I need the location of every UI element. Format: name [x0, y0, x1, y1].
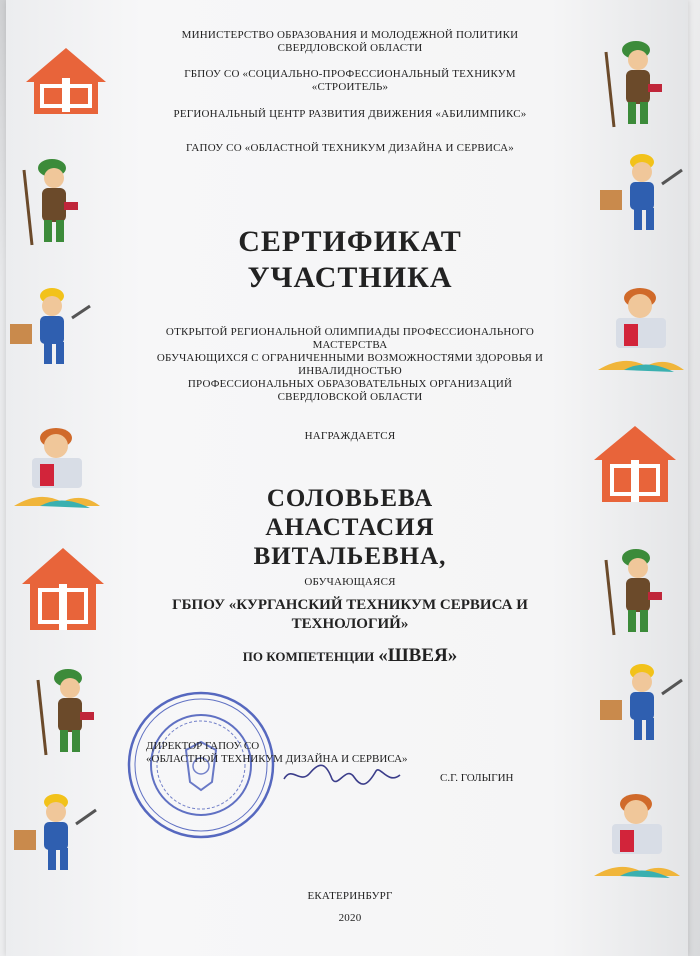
name-line: СОЛОВЬЕВА: [266, 485, 434, 512]
header-line: МИНИСТЕРСТВО ОБРАЗОВАНИЯ И МОЛОДЕЖНОЙ ПОЛИТИКИ: [181, 29, 519, 41]
footer-year: 2020: [338, 912, 362, 924]
event-line: ОТКРЫТОЙ РЕГИОНАЛЬНОЙ ОЛИМПИАДЫ ПРОФЕССИОНАЛЬНОГО: [165, 326, 535, 338]
event-line: ПРОФЕССИОНАЛЬНЫХ ОБРАЗОВАТЕЛЬНЫХ ОРГАНИЗАЦИЙ: [187, 378, 513, 390]
seamstress-icon: [594, 280, 686, 376]
builder-icon: [598, 150, 690, 236]
header-line: «СТРОИТЕЛЬ»: [311, 81, 389, 93]
handwritten-signature: [280, 755, 410, 795]
seamstress-icon: [590, 786, 682, 882]
gardener-icon: [598, 32, 668, 132]
event-line: МАСТЕРСТВА: [312, 339, 388, 351]
recipient-status: ОБУЧАЮЩАЯСЯ: [304, 576, 396, 588]
footer-city: ЕКАТЕРИНБУРГ: [307, 890, 393, 902]
signature-role-line: «ОБЛАСТНОЙ ТЕХНИКУМ ДИЗАЙНА И СЕРВИСА»: [146, 753, 408, 765]
recipient-name: [140, 484, 560, 571]
header-ministry: [140, 29, 560, 55]
name-line: АНАСТАСИЯ: [265, 514, 435, 541]
name-line: ВИТАЛЬЕВНА,: [253, 543, 447, 570]
header-line: ГАПОУ СО «ОБЛАСТНОЙ ТЕХНИКУМ ДИЗАЙНА И СЕРВИСА»: [186, 142, 514, 154]
seamstress-icon: [10, 420, 102, 512]
header-technikum: [140, 68, 560, 94]
house-icon: [22, 44, 110, 118]
event-line: ОБУЧАЮЩИХСЯ С ОГРАНИЧЕННЫМИ ВОЗМОЖНОСТЯМИ ЗДОРОВЬЯ И: [156, 352, 544, 364]
competence-name: «ШВЕЯ»: [378, 645, 458, 666]
builder-icon: [598, 660, 690, 746]
header-design-college: [140, 142, 560, 155]
builder-icon: [12, 790, 104, 876]
header-abilympics: [140, 108, 560, 121]
builder-icon: [8, 284, 98, 370]
org-line: ГБПОУ «КУРГАНСКИЙ ТЕХНИКУМ СЕРВИСА И: [172, 597, 528, 613]
header-line: СВЕРДЛОВСКОЙ ОБЛАСТИ: [277, 42, 423, 54]
event-line: СВЕРДЛОВСКОЙ ОБЛАСТИ: [277, 391, 423, 403]
house-icon: [18, 544, 108, 634]
house-icon: [590, 422, 680, 506]
awarded-label: НАГРАЖДАЕТСЯ: [304, 430, 396, 442]
event-line: ИНВАЛИДНОСТЬЮ: [298, 365, 402, 377]
gardener-icon: [598, 540, 668, 640]
signatory-name: С.Г. ГОЛЫГИН: [440, 772, 514, 784]
header-line: РЕГИОНАЛЬНЫЙ ЦЕНТР РАЗВИТИЯ ДВИЖЕНИЯ «АБИЛИМПИКС»: [173, 108, 527, 120]
event-description: [140, 326, 560, 404]
competence-prefix: ПО КОМПЕТЕНЦИИ: [242, 649, 375, 664]
recipient-organization: [140, 596, 560, 634]
title-line: УЧАСТНИКА: [247, 261, 453, 294]
gardener-icon: [14, 150, 84, 250]
gardener-icon: [30, 660, 100, 760]
signature-role-line: ДИРЕКТОР ГАПОУ СО: [146, 740, 260, 752]
certificate-title: [140, 224, 560, 296]
competence: [140, 646, 560, 666]
header-line: ГБПОУ СО «СОЦИАЛЬНО-ПРОФЕССИОНАЛЬНЫЙ ТЕХНИКУМ: [184, 68, 516, 80]
title-line: СЕРТИФИКАТ: [238, 225, 462, 258]
org-line: ТЕХНОЛОГИЙ»: [291, 616, 409, 632]
